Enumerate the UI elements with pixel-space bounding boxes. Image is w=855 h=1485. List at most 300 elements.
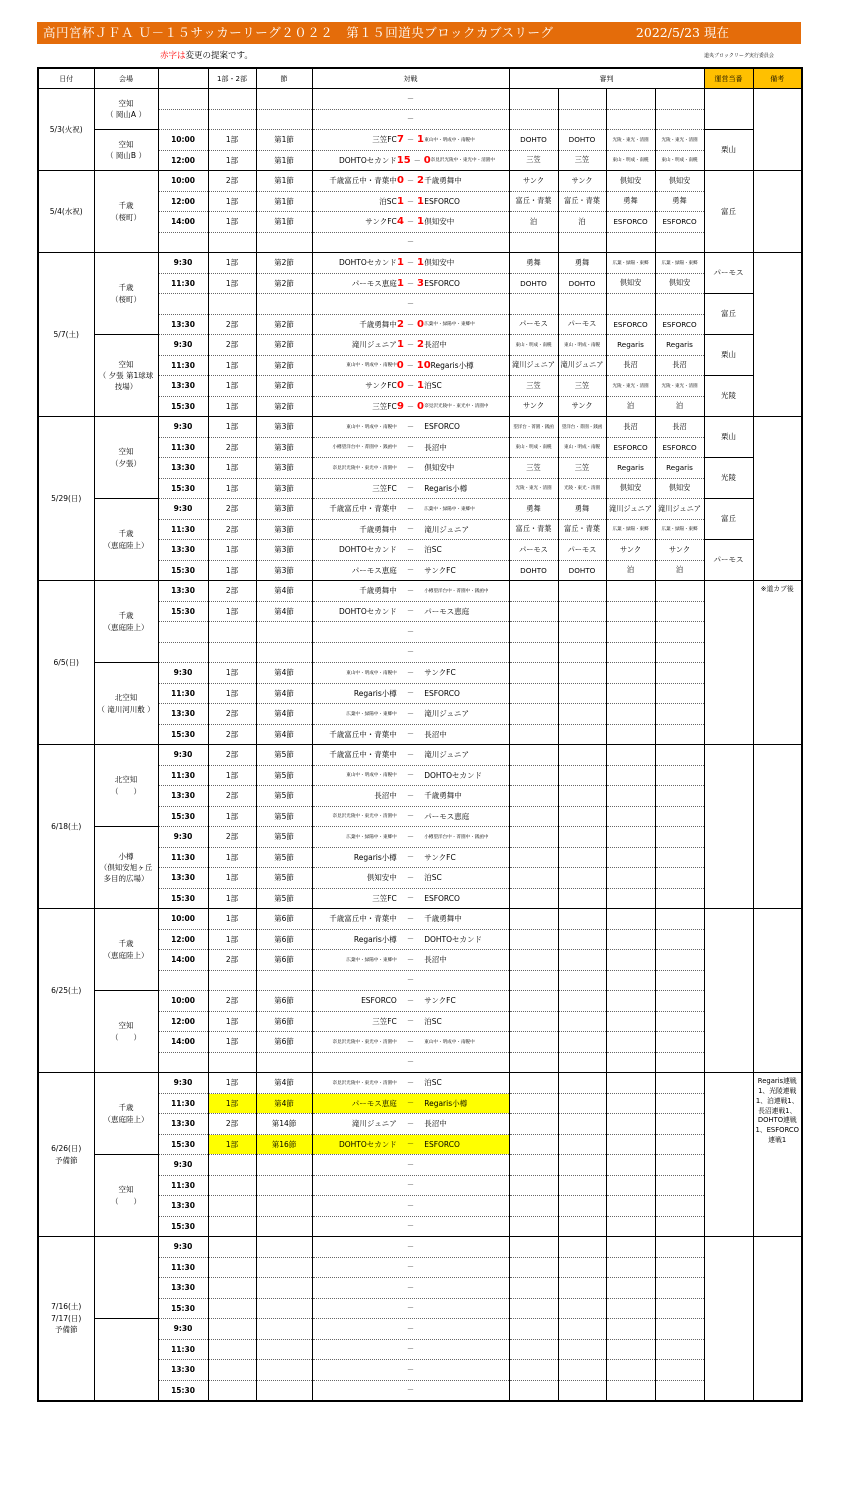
score [397,1098,424,1108]
referee-cell [655,109,704,130]
table-row [38,909,802,930]
match-line [313,663,509,683]
match-cell [312,765,509,786]
score-dash: － [406,914,414,923]
referee-cell [509,1114,558,1135]
division-cell: 2部 [208,827,256,848]
referee-cell [509,294,558,315]
away-score: 0 [416,318,424,330]
score [397,1078,424,1088]
home-team: パーモス恵庭 [351,565,397,575]
score [397,483,424,493]
referee-cell [509,1155,558,1176]
away-team: ESFORCO [424,278,460,288]
match-cell [312,171,509,192]
round-cell [256,294,312,315]
round-cell: 第2節 [256,253,312,274]
kickoff-time: 15:30 [158,724,208,745]
match-line [313,192,509,212]
score [397,668,424,678]
match-line [313,1319,509,1339]
match-line [313,1237,509,1257]
referee-cell: 富丘・青葉 [558,191,606,212]
round-cell: 第2節 [256,335,312,356]
kickoff-time: 15:30 [158,601,208,622]
score-dash: － [406,771,414,780]
score [397,709,424,719]
round-cell [256,1298,312,1319]
date-cell: 6/18(土) [38,745,94,909]
round-cell [256,1175,312,1196]
match-line [313,684,509,704]
score [397,832,424,842]
score-dash: － [406,545,414,554]
referee-cell [606,601,655,622]
referee-cell [606,1319,655,1340]
round-cell: 第4節 [256,724,312,745]
referee-cell [655,1134,704,1155]
score [397,257,424,268]
match-cell [312,1073,509,1094]
score [397,750,424,760]
away-team: サンクFC [424,565,456,575]
division-cell: 1部 [208,458,256,479]
match-cell [312,847,509,868]
division-cell: 2部 [208,314,256,335]
table-row [38,827,802,848]
division-cell [208,294,256,315]
match-cell [312,1196,509,1217]
round-cell: 第6節 [256,991,312,1012]
away-team: 長沼中 [424,1119,447,1129]
referee-cell: 東山・明成・南幌 [606,150,655,171]
header-match: 対戦 [312,68,509,89]
venue-cell [94,1319,158,1401]
table-row [38,1073,802,1094]
referee-cell [558,1216,606,1237]
score [397,1324,424,1334]
venue-cell: 北空知 （ 滝川河川敷 ） [94,663,158,745]
score-dash: － [406,1222,414,1231]
away-score: 2 [416,339,424,351]
referee-cell: サンク [509,171,558,192]
table-row [38,1319,802,1340]
kickoff-time: 11:30 [158,355,208,376]
home-score: 1 [397,277,404,289]
away-team: 東山中・明成中・南幌中 [424,1039,475,1045]
referee-cell [558,1052,606,1073]
referee-cell: 倶知安 [606,273,655,294]
away-team: 倶知安中 [424,217,455,227]
round-cell: 第4節 [256,1073,312,1094]
kickoff-time [158,294,208,315]
round-cell [256,1360,312,1381]
round-cell: 第3節 [256,499,312,520]
referee-cell [606,745,655,766]
referee-cell [655,1298,704,1319]
match-line [313,520,509,540]
referee-cell [558,1319,606,1340]
home-team: 千歳富丘中・青葉中 [329,914,397,924]
score-dash: － [406,607,414,616]
referee-cell [655,1196,704,1217]
away-team: DOHTOセカンド [424,934,483,944]
kickoff-time: 13:30 [158,1114,208,1135]
kickoff-time: 13:30 [158,1360,208,1381]
score-dash: － [406,463,414,472]
score-dash: － [406,1058,414,1067]
referee-cell [509,601,558,622]
away-team: 倶知安中 [424,258,455,268]
division-cell [208,1175,256,1196]
division-cell [208,642,256,663]
referee-cell: 勇舞 [655,191,704,212]
division-cell [208,89,256,110]
referee-cell: 滝川ジュニア [509,355,558,376]
kickoff-time: 13:30 [158,458,208,479]
referee-cell: サンク [509,396,558,417]
venue-cell: 小樽 （倶知安旭ヶ丘 多目的広場） [94,827,158,909]
kickoff-time: 9:30 [158,1237,208,1258]
referee-cell [558,663,606,684]
referee-cell: 東山・明成・南幌 [509,437,558,458]
referee-cell [509,1196,558,1217]
duty-cell [704,1237,753,1401]
away-team: 千歳勇舞中 [424,791,462,801]
referee-cell [606,109,655,130]
division-cell [208,1196,256,1217]
match-cell [312,1032,509,1053]
round-cell: 第3節 [256,437,312,458]
away-team: サンクFC [424,996,456,1006]
score [397,299,424,309]
away-team: 泊SC [424,1016,442,1026]
match-line [313,89,509,109]
kickoff-time: 9:30 [158,1155,208,1176]
match-line [313,745,509,765]
division-cell: 2部 [208,499,256,520]
match-line [313,889,509,909]
referee-cell [606,1237,655,1258]
referee-cell [558,109,606,130]
referee-cell [509,1278,558,1299]
match-cell [312,1216,509,1237]
home-team: 奈見沢光陵中・東光中・清園中 [332,465,397,471]
score-dash: － [406,1119,414,1128]
match-cell [312,1380,509,1401]
referee-cell [606,827,655,848]
score-dash: － [406,1017,414,1026]
referee-cell [509,724,558,745]
referee-cell: パーモス [558,314,606,335]
division-cell: 1部 [208,478,256,499]
referee-cell [509,89,558,110]
referee-cell [558,1073,606,1094]
division-cell: 1部 [208,868,256,889]
away-score: 3 [416,277,424,289]
referee-cell [509,765,558,786]
kickoff-time: 10:00 [158,130,208,151]
score-dash: － [406,1304,414,1313]
round-cell: 第4節 [256,581,312,602]
division-cell: 1部 [208,1032,256,1053]
table-row [38,417,802,438]
referee-cell [558,806,606,827]
match-cell [312,150,509,171]
division-cell: 1部 [208,191,256,212]
referee-cell: 光陵・東光・清園 [558,478,606,499]
kickoff-time: 12:00 [158,1011,208,1032]
away-team: 倶知安中 [424,463,455,473]
referee-cell [558,1360,606,1381]
kickoff-time: 13:30 [158,1196,208,1217]
home-score: 2 [397,318,404,330]
division-cell: 2部 [208,704,256,725]
match-cell [312,663,509,684]
referee-cell [655,929,704,950]
kickoff-time: 9:30 [158,417,208,438]
away-team: 泊SC [424,873,442,883]
round-cell [256,89,312,110]
match-line [313,1360,509,1380]
score [397,1385,424,1395]
match-cell [312,540,509,561]
score [397,1221,424,1231]
referee-cell [558,642,606,663]
match-line [313,540,509,560]
away-team: 小樽望洋台中・菁園中・銭函中 [424,834,489,840]
referee-cell [558,1032,606,1053]
duty-cell: 富丘 [704,294,753,335]
score [397,1344,424,1354]
division-cell: 2部 [208,991,256,1012]
division-cell: 1部 [208,806,256,827]
round-cell [256,109,312,130]
kickoff-time: 13:30 [158,704,208,725]
away-team: 広葉中・緑陽中・東郷中 [424,506,475,512]
referee-cell [655,868,704,889]
score [397,504,424,514]
table-row [38,745,802,766]
match-line [313,1176,509,1196]
referee-cell: DOHTO [509,560,558,581]
score [397,688,424,698]
referee-cell [655,1380,704,1401]
referee-cell [655,663,704,684]
referee-cell: 勇舞 [509,253,558,274]
referee-cell [655,1114,704,1135]
score-dash: － [406,422,414,431]
referee-cell [606,1114,655,1135]
referee-cell: 三笠 [558,376,606,397]
score [397,852,424,862]
referee-cell [655,806,704,827]
match-line [313,622,509,642]
kickoff-time: 15:30 [158,1134,208,1155]
home-team: 東山中・明成中・南幌中 [346,363,397,369]
division-cell [208,1052,256,1073]
away-team: 広葉中・緑陽中・東郷中 [424,322,475,328]
kickoff-time: 12:00 [158,150,208,171]
round-cell: 第5節 [256,888,312,909]
kickoff-time: 13:30 [158,1278,208,1299]
duty-cell [704,745,753,909]
score [397,586,424,596]
referee-cell [558,683,606,704]
round-cell [256,970,312,991]
referee-cell [655,1216,704,1237]
referee-cell [509,663,558,684]
division-cell [208,1155,256,1176]
referee-cell: 東山・明成・南幌 [655,150,704,171]
score-dash: － [413,156,421,165]
match-cell [312,868,509,889]
venue-cell: 空知 （ 岡山A ） [94,89,158,130]
match-line [313,1340,509,1360]
home-score: 0 [396,359,404,371]
away-team: 奈見沢光陵中・東光中・清園中 [430,158,495,164]
referee-cell: 倶知安 [655,273,704,294]
referee-cell [558,868,606,889]
home-team: 滝川ジュニア [351,340,397,350]
referee-cell: 三笠 [558,150,606,171]
referee-cell [509,1175,558,1196]
away-team: 長沼中 [424,340,447,350]
home-team: 泊SC [379,196,397,206]
score-dash: － [406,238,414,247]
referee-cell: ESFORCO [606,212,655,233]
kickoff-time: 13:30 [158,540,208,561]
score [397,1037,424,1047]
match-line [313,766,509,786]
referee-cell [606,622,655,643]
title-date: 2022/5/23 現在 [635,25,729,40]
header-time [158,68,208,89]
division-cell: 1部 [208,560,256,581]
home-score: 7 [397,134,404,146]
score [397,360,431,371]
away-team: Regaris小樽 [430,360,474,370]
score-dash: － [406,259,414,268]
home-team: DOHTOセカンド [338,606,397,616]
referee-cell: 広葉・緑陽・東郷 [655,519,704,540]
score [397,155,431,166]
kickoff-time: 15:30 [158,806,208,827]
kickoff-time [158,622,208,643]
kickoff-time: 10:00 [158,909,208,930]
kickoff-time: 9:30 [158,499,208,520]
referee-cell [606,909,655,930]
kickoff-time [158,109,208,130]
date-cell: 5/7(土) [38,253,94,417]
referee-cell: 長沼 [655,417,704,438]
match-cell [312,314,509,335]
division-cell [208,1298,256,1319]
score [397,94,424,104]
away-team: 長沼中 [424,955,447,965]
referee-cell [509,1319,558,1340]
round-cell [256,1196,312,1217]
division-cell: 1部 [208,417,256,438]
round-cell [256,1237,312,1258]
referee-cell [606,663,655,684]
referee-cell [655,683,704,704]
referee-cell: サンク [558,396,606,417]
round-cell: 第5節 [256,847,312,868]
referee-cell [558,232,606,253]
referee-cell [606,1216,655,1237]
score-dash: － [406,1099,414,1108]
division-cell: 1部 [208,1093,256,1114]
referee-cell: 勇舞 [509,499,558,520]
referee-cell [606,1073,655,1094]
referee-cell [558,888,606,909]
match-line [313,950,509,970]
match-cell [312,683,509,704]
venue-cell: 空知 （ 岡山B ） [94,130,158,171]
referee-cell [558,89,606,110]
kickoff-time: 14:00 [158,950,208,971]
venue-cell: 千歳 （桜町） [94,171,158,253]
referee-cell [655,1073,704,1094]
referee-cell [606,970,655,991]
score [397,278,424,289]
referee-cell: サンク [606,540,655,561]
remark-cell [753,1237,802,1401]
match-line [313,274,509,294]
home-team: 三笠FC [372,483,397,493]
referee-cell [558,1237,606,1258]
match-cell [312,622,509,643]
referee-cell [509,1073,558,1094]
match-cell [312,1278,509,1299]
venue-cell: 空知 （ ） [94,1155,158,1237]
referee-cell [509,745,558,766]
score [397,955,424,965]
away-team: パーモス恵庭 [424,811,470,821]
division-cell [208,1360,256,1381]
referee-cell [558,950,606,971]
referee-cell [558,294,606,315]
referee-cell [558,1093,606,1114]
away-team: パーモス恵庭 [424,606,470,616]
home-team: 千歳勇舞中 [359,319,397,329]
score [397,914,424,924]
match-cell [312,970,509,991]
match-line [313,602,509,622]
match-cell [312,1175,509,1196]
division-cell [208,232,256,253]
match-cell [312,1155,509,1176]
away-score: 1 [416,257,424,269]
home-team: 奈見沢光陵中・東光中・清園中 [332,1039,397,1045]
division-cell: 2部 [208,519,256,540]
score-dash: － [406,668,414,677]
referee-cell: Regaris [606,458,655,479]
referee-cell [655,294,704,315]
score [397,422,424,432]
score-dash: － [406,996,414,1005]
home-team: 三笠FC [372,1016,397,1026]
referee-cell: サンク [558,171,606,192]
match-line [313,212,509,232]
referee-cell: 東山・明成・南幌 [558,335,606,356]
match-line [313,909,509,929]
division-cell [208,1319,256,1340]
referee-cell: 勇舞 [558,499,606,520]
score [397,770,424,780]
referee-cell [558,1175,606,1196]
